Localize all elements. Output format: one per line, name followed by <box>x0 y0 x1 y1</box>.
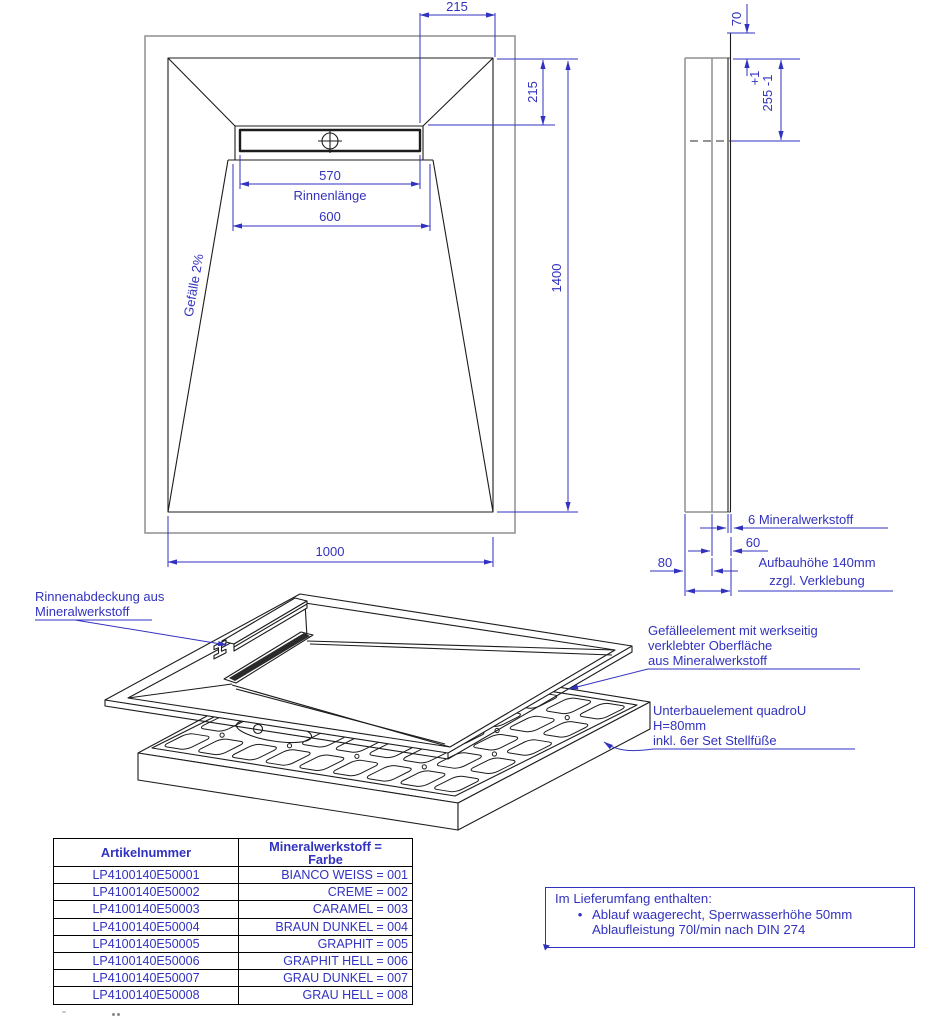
table-row <box>54 969 412 986</box>
dim-text: 80 <box>657 555 673 570</box>
delivery-title: Im Lieferumfang enthalten: <box>555 891 712 906</box>
dim-text: 1400 <box>549 263 564 293</box>
dim-depth <box>731 59 800 141</box>
color-code: BIANCO WEISS = 001 <box>281 868 408 882</box>
dim-text: 215 <box>525 81 540 103</box>
table-row <box>54 935 412 952</box>
col-header-farbe: Mineralwerkstoff = Farbe <box>269 838 382 867</box>
dim-height-right <box>428 59 578 125</box>
side-body-edges <box>685 58 731 512</box>
stray-mark <box>112 1013 115 1016</box>
article-number: LP4100140E50004 <box>54 919 239 935</box>
article-table <box>53 838 413 1005</box>
svg-text:Unterbauelement quadroU: Unterbauelement quadroU <box>653 703 807 718</box>
dim-text: zzgl. Verklebung <box>769 573 865 588</box>
exploded-view <box>35 589 860 830</box>
delivery-item-line: Ablaufleistung 70l/min nach DIN 274 <box>592 922 806 937</box>
dim-base-80 <box>650 514 738 596</box>
table-row <box>54 883 412 900</box>
svg-text:Rinnenabdeckung aus: Rinnenabdeckung aus <box>35 589 165 604</box>
table-header-row <box>54 839 412 866</box>
color-code: GRAU DUNKEL = 007 <box>283 971 408 986</box>
color-code: GRAPHIT HELL = 006 <box>283 953 408 968</box>
article-number: LP4100140E50006 <box>54 953 239 969</box>
dim-text: 600 <box>319 209 341 224</box>
dim-tolerance: +1 <box>747 70 762 86</box>
table-row <box>54 952 412 969</box>
svg-text:Gefälle 2%: Gefälle 2% <box>180 252 207 318</box>
dim-text: 60 <box>745 535 761 550</box>
drain-symbol-icon <box>318 129 342 153</box>
dim-width-top <box>420 0 495 123</box>
dim-surface-6mm <box>700 512 888 533</box>
plan-funnel-top-lines <box>168 58 493 126</box>
dim-text: Aufbauhöhe 140mm <box>758 555 876 570</box>
dim-text: 570 <box>319 168 341 183</box>
dim-text: 6 Mineralwerkstoff <box>748 512 854 527</box>
article-number: LP4100140E50001 <box>54 867 239 883</box>
svg-text:H=80mm: H=80mm <box>653 718 707 733</box>
label-cover <box>35 589 227 645</box>
article-number: LP4100140E50003 <box>54 901 239 917</box>
article-number: LP4100140E50007 <box>54 970 239 986</box>
stray-mark <box>117 1013 120 1016</box>
article-number: LP4100140E50002 <box>54 884 239 900</box>
stray-mark <box>62 1011 66 1013</box>
side-view <box>650 4 893 596</box>
color-code: GRAPHIT = 005 <box>317 936 408 951</box>
dim-text: 1000 <box>315 544 345 559</box>
color-code: GRAU HELL = 008 <box>302 988 408 1003</box>
col-header-artikelnummer: Artikelnummer <box>54 839 239 866</box>
article-number: LP4100140E50005 <box>54 936 239 952</box>
table-row <box>54 918 412 935</box>
svg-text:aus Mineralwerkstoff: aus Mineralwerkstoff <box>648 653 767 668</box>
delivery-item-line: Ablauf waagerecht, Sperrwasserhöhe 50mm <box>592 906 853 922</box>
svg-text:Gefälleelement mit werkseitig: Gefälleelement mit werkseitig <box>648 623 818 638</box>
color-code: CARAMEL = 003 <box>312 902 408 917</box>
svg-text:Mineralwerkstoff: Mineralwerkstoff <box>35 604 130 619</box>
table-row <box>54 900 412 917</box>
table-body <box>54 866 412 1004</box>
dim-total-height <box>686 555 893 596</box>
dim-length <box>497 61 578 512</box>
color-code: CREME = 002 <box>327 885 408 900</box>
svg-text:inkl. 6er Set Stellfüße: inkl. 6er Set Stellfüße <box>653 733 777 748</box>
table-row <box>54 866 412 883</box>
table-row <box>54 986 412 1003</box>
dim-text: 70 <box>729 11 744 27</box>
dim-width-bottom <box>168 516 493 567</box>
dim-top-offset <box>727 4 755 76</box>
channel-label: Rinnenlänge <box>293 188 367 203</box>
dim-text: 255 -1 <box>760 74 775 112</box>
article-number: LP4100140E50008 <box>54 987 239 1003</box>
plan-view <box>145 0 578 567</box>
dim-text: 215 <box>446 0 468 14</box>
delivery-box <box>545 887 915 948</box>
svg-text:verklebter Oberfläche: verklebter Oberfläche <box>648 638 773 653</box>
bullet-icon: • <box>577 906 583 922</box>
color-code: BRAUN DUNKEL = 004 <box>275 919 408 934</box>
